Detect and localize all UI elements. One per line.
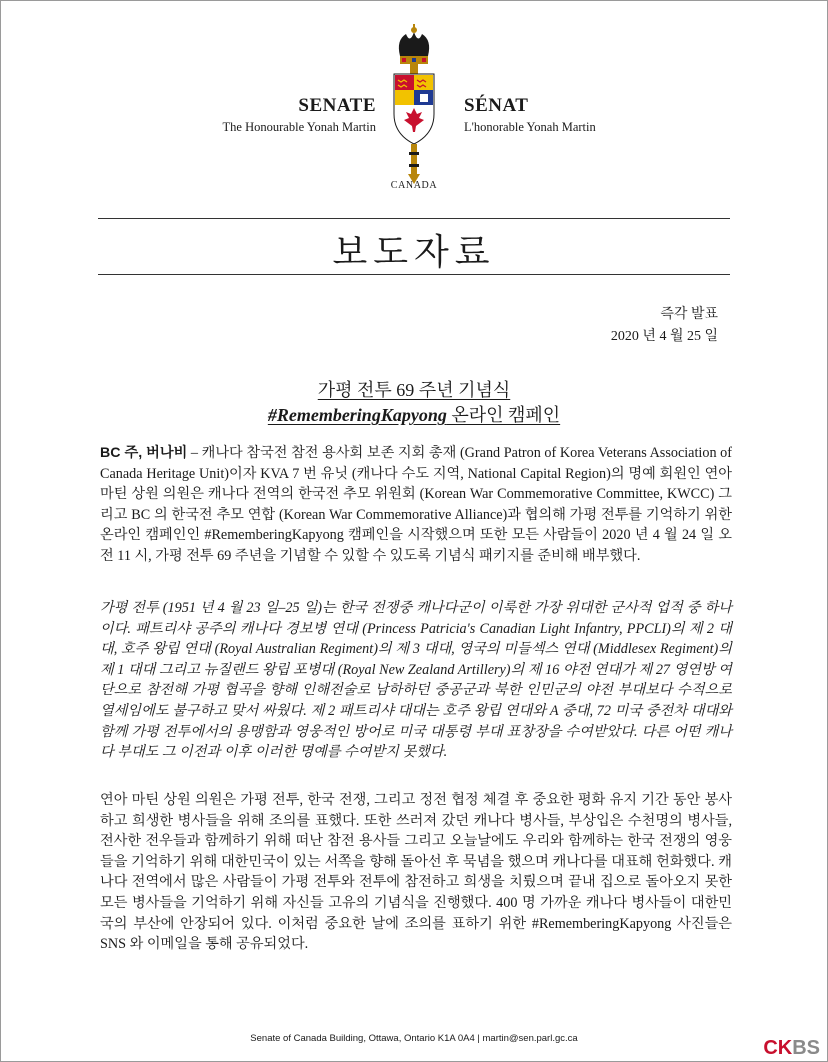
release-label: 즉각 발표 (660, 307, 718, 322)
country-label: CANADA (390, 180, 438, 191)
top-divider (98, 218, 730, 219)
paragraph-intro-text: – 캐나다 참국전 참전 용사회 보존 지회 총재 (Grand Patron of Korea Veterans Association of Canada Heritage Unit)이자 KVA 7 번 유닛 (캐나다 수도 지역, National Capital Region)의 명예 회원인 연아 마틴 상원 의원은 캐나다 전역의 한국전 추모 위원회 (Korean War Commemorative Committee, KWCC) 그리고 BC 의 한국전 추모 연합 (Korean War Commemorative Alliance)과 협의해 가평 전투를 기억하기 위한 온라인 캠페인인 #RememberingKapyong 캠페인을 시작했으며 또한 모든 사람들이 2020 년 4 월 24 일 오전 11 시, 가평 전투 69 주년을 기념할 수 있할 수 있도록 기념식 패키지를 준비해 배부했다. (100, 445, 732, 564)
footer-address: Senate of Canada Building, Ottawa, Ontario K1A 0A4 | martin@sen.parl.gc.ca (250, 1033, 578, 1044)
paragraph-battle-history: 가평 전투 (1951 년 4 월 23 일–25 일)는 한국 전쟁중 캐나다군이 이룩한 가장 위대한 군사적 업적 중 하나이다. 패트리샤 공주의 캐나다 경보병 연대 (Princess Patricia's Canadian Light Infantry, PPCLI)의 제 2 대대, 호주 왕립 연대 (Royal Australian Regiment)의 제 3 대대, 영국의 미들섹스 연대 (Middlesex Regiment)의 제 1 대대 그리고 뉴질랜드 왕립 포병대 (Royal New Zealand Artillery)의 제 16 야전 연대가 제 27 영연방 여단으로 참전해 가평 협곡을 향해 인해전술로 남하하던 중공군과 북한 인민군의 야전 부대보다 수적으로 열세임에도 불구하고 맞서 싸웠다. 제 2 패트리샤 대대는 호주 왕립 연대와 A 중대, 72 미국 중전차 대대와 함께 가평 전투에서의 용맹함과 영웅적인 방어로 미국 대통령 부대 표창장을 수여받았다. 다른 어떤 캐나다 부대도 그 이전과 이후 이러한 명예를 수여받지 못했다. (100, 600, 732, 761)
chamber-name-fr: SÉNAT (464, 95, 529, 116)
bottom-divider (98, 274, 730, 275)
headline-line-2: 온라인 캠페인 (446, 405, 561, 425)
document-title: 보도자료 (332, 232, 496, 273)
headline-line-1: 가평 전투 69 주년 기념식 (317, 380, 511, 400)
release-date: 2020 년 4 월 25 일 (610, 329, 718, 344)
paragraph-commemoration: 연아 마틴 상원 의원은 가평 전투, 한국 전쟁, 그리고 정전 협정 체결 후 중요한 평화 유지 기간 동안 봉사하고 희생한 병사들을 위해 조의를 표했다. 또한 쓰러져 갔던 캐나다 병사들, 부상입은 수천명의 병사들, 전사한 전우들과 함께하기 위해 떠난 참전 용사들 그리고 오늘날에도 우리와 함께하는 한국 전쟁의 영웅들을 기억하기 위해 대한민국이 있는 서쪽을 향해 돌아선 후 묵념을 했으며 캐나다를 대표해 헌화했다. 캐나다 전역에서 많은 사람들이 가평 전투와 전투에 참전하고 희생을 치뤘으며 끝내 집으로 돌아오지 못한 모든 병사들을 기억하기 위해 자신들 고유의 기념식을 진행했다. 400 명 가까운 캐나다 병사들이 대한민국의 부산에 안장되어 있다. 이처럼 중요한 날에 조의를 표하기 위한 #RememberingKapyong 사진들은 SNS 와 이메일을 통해 공유되었다. (100, 792, 732, 953)
senate-crest-icon (388, 22, 440, 186)
headline (0, 378, 828, 428)
header-french (464, 94, 596, 136)
headline-hashtag: #RememberingKapyong (267, 405, 447, 425)
senator-name-fr: L'honorable Yonah Martin (464, 120, 596, 134)
release-info (611, 304, 718, 348)
dateline: BC 주, 버나비 (100, 445, 188, 461)
header-english (223, 94, 376, 136)
ckbs-watermark-logo: CKBS (763, 1037, 820, 1059)
paragraph-intro (100, 443, 732, 567)
senator-name-en: The Honourable Yonah Martin (222, 120, 376, 134)
chamber-name-en: SENATE (298, 95, 376, 116)
